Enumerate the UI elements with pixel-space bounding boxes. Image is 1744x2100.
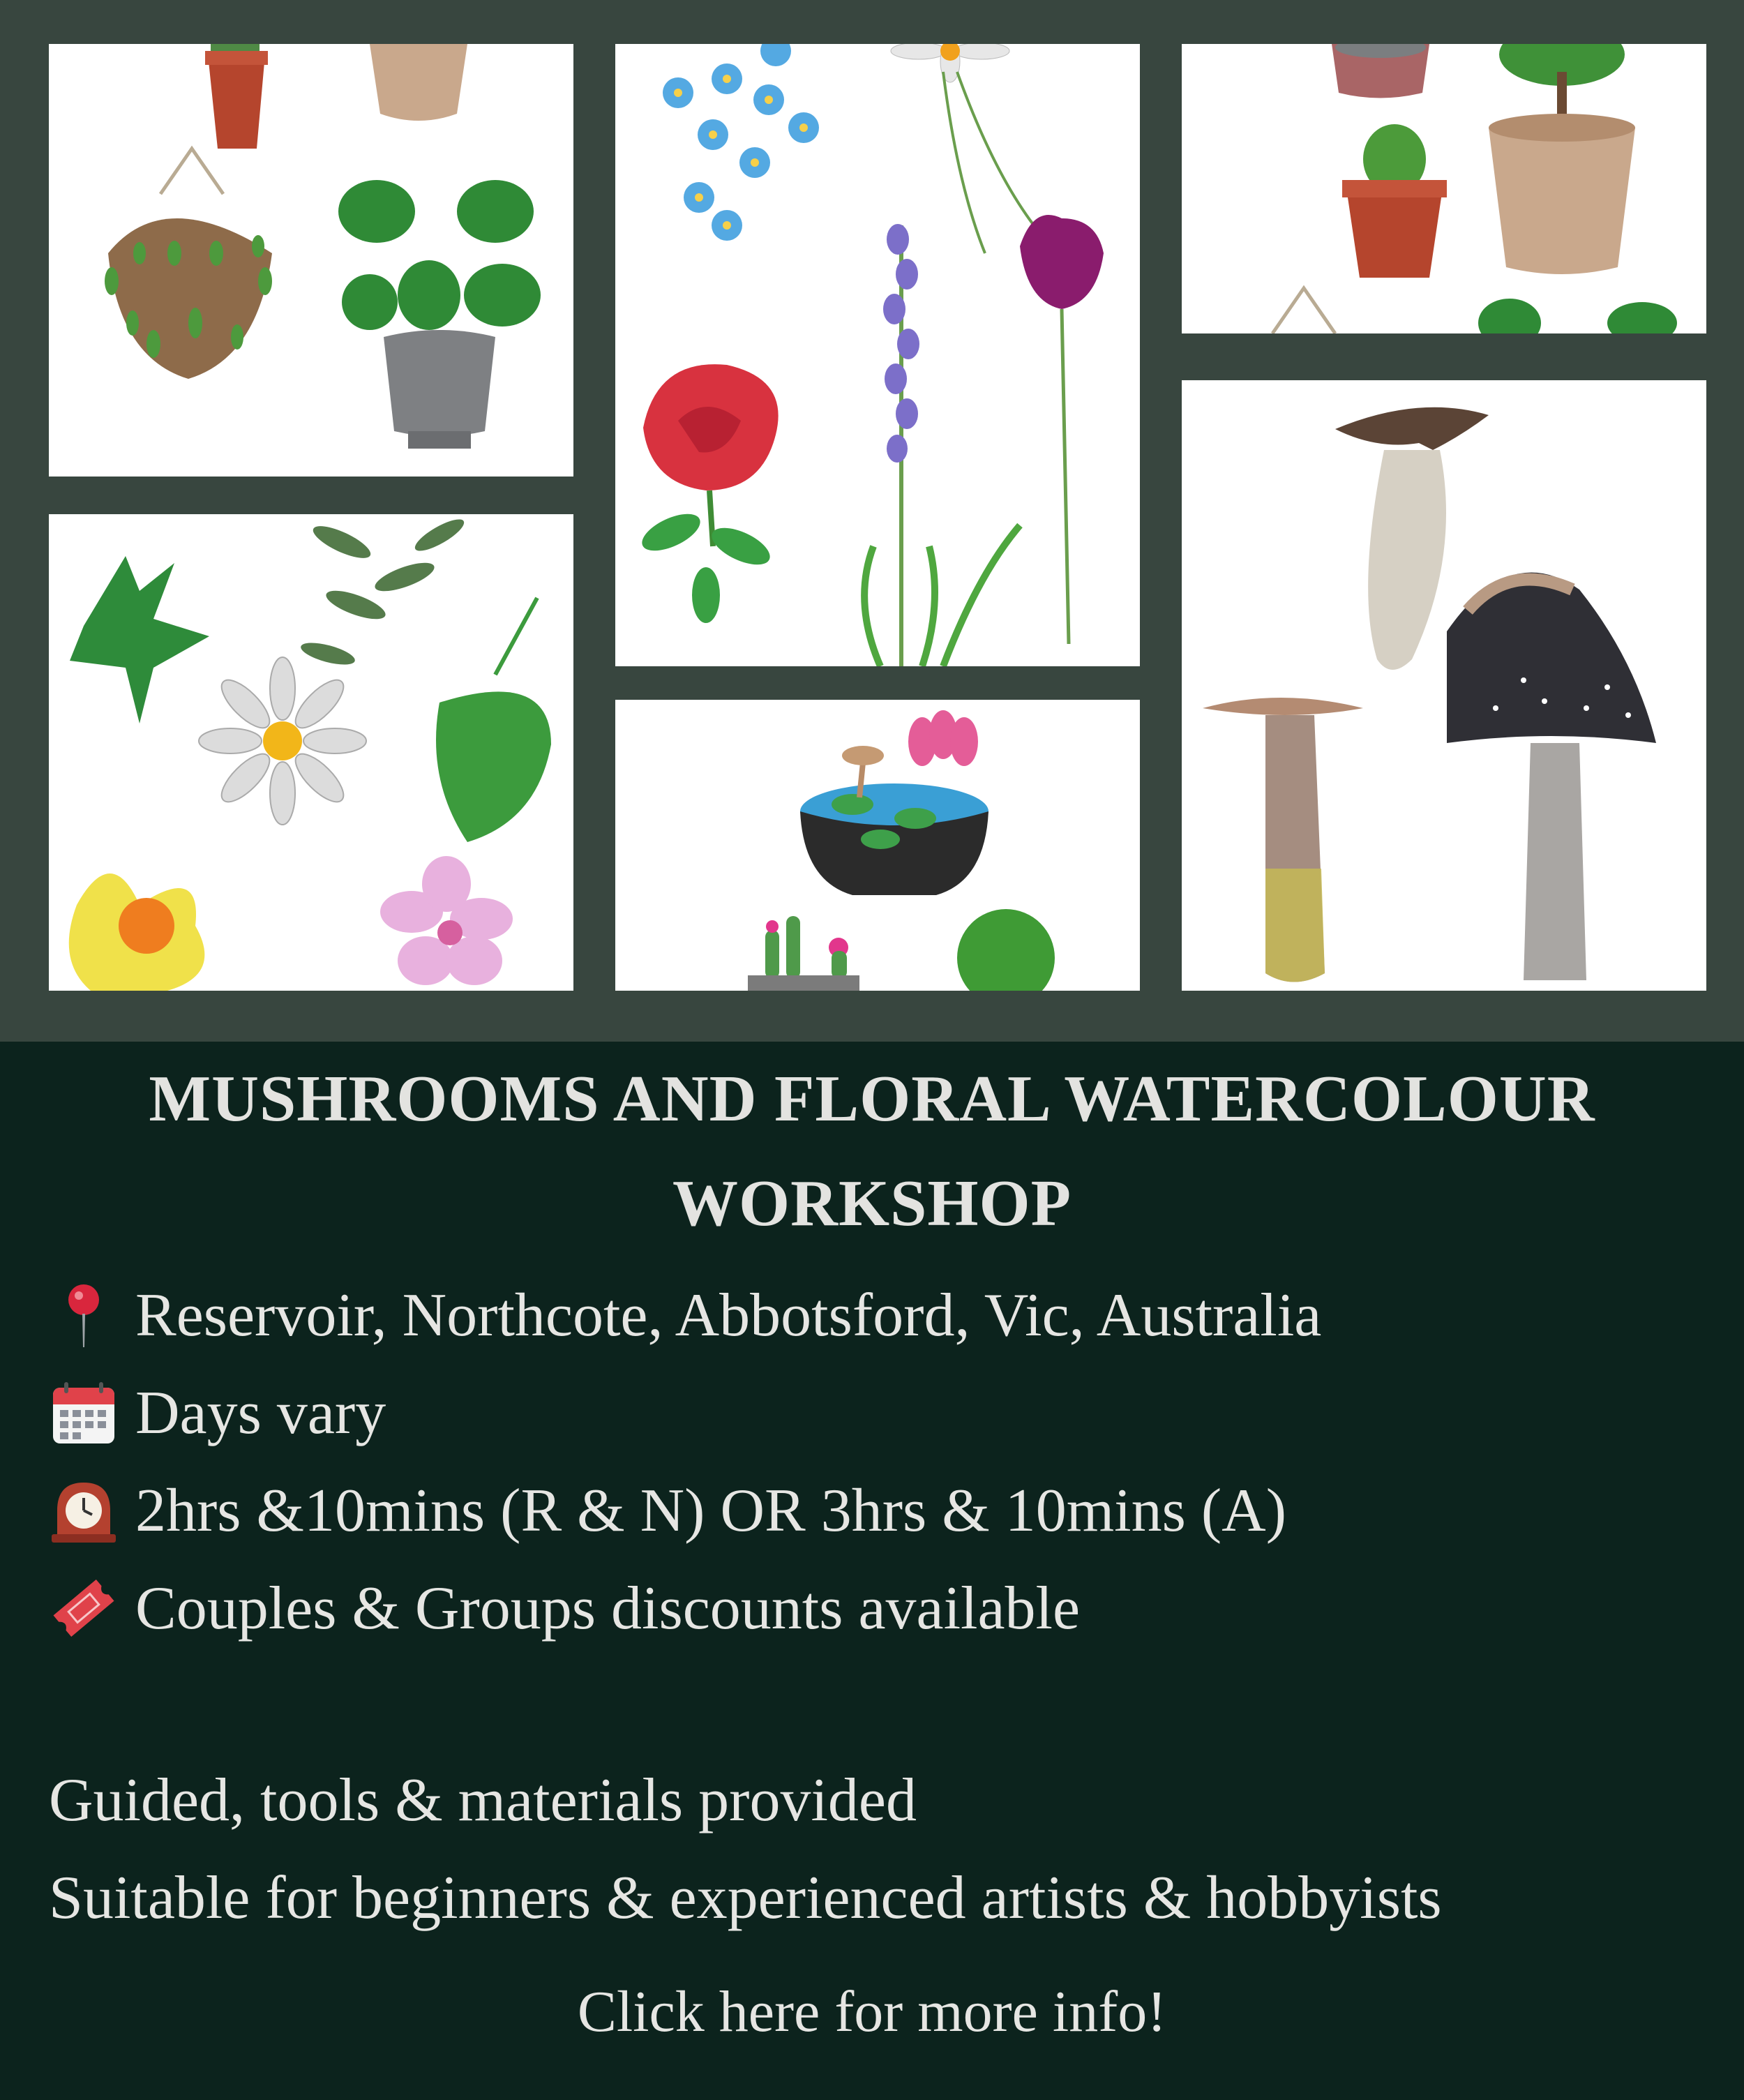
location-row bbox=[49, 1273, 1321, 1357]
location-text: Reservoir, Northcote, Abbotsford, Vic, Australia bbox=[135, 1281, 1322, 1349]
gallery-panel-leaves-flowers bbox=[49, 514, 573, 991]
shaggy-ink-cap-mushroom-illustration bbox=[1447, 573, 1656, 981]
discount-row bbox=[49, 1566, 1080, 1650]
bolete-mushroom-illustration bbox=[1203, 698, 1363, 982]
flowers-illustration bbox=[615, 44, 1140, 666]
more-info-link[interactable]: Click here for more info! bbox=[577, 1979, 1167, 2044]
gallery-panel-mushrooms bbox=[1182, 380, 1706, 991]
calendar-icon bbox=[49, 1378, 119, 1448]
duration-text: 2hrs &10mins (R & N) OR 3hrs & 10mins (A) bbox=[135, 1476, 1286, 1545]
days-row bbox=[49, 1371, 386, 1455]
title-line-1: MUSHROOMS AND FLORAL WATERCOLOUR bbox=[149, 1063, 1595, 1135]
ticket-icon bbox=[49, 1573, 119, 1643]
terracotta-pot-illustration bbox=[205, 44, 268, 149]
gallery-panel-houseplants bbox=[49, 44, 573, 477]
title-line-2: WORKSHOP bbox=[672, 1167, 1072, 1240]
gallery-panel-cactus-topiary bbox=[1182, 44, 1706, 333]
water-bowl-illustration bbox=[615, 700, 1140, 991]
mushrooms-illustration bbox=[1182, 380, 1706, 991]
houseplants-illustration bbox=[49, 44, 573, 477]
rose-illustration bbox=[637, 364, 779, 623]
mantelpiece-clock-icon bbox=[49, 1476, 119, 1545]
gallery-panel-water-bowl bbox=[615, 700, 1140, 991]
round-pushpin-icon bbox=[49, 1280, 119, 1350]
orchid-illustration bbox=[380, 856, 513, 985]
gallery-panel-flowers bbox=[615, 44, 1140, 666]
lavender-illustration bbox=[864, 224, 1020, 666]
suitable-note: Suitable for beginners & experienced artists & hobbyists bbox=[49, 1864, 1442, 1932]
illustration-gallery bbox=[0, 0, 1744, 1042]
tulip-illustration bbox=[1020, 215, 1104, 644]
cactus-topiary-illustration bbox=[1182, 44, 1706, 333]
leaves-flowers-illustration bbox=[49, 514, 573, 991]
workshop-title bbox=[0, 1047, 1744, 1256]
days-text: Days vary bbox=[135, 1379, 386, 1447]
guided-note: Guided, tools & materials provided bbox=[49, 1767, 917, 1834]
discount-text: Couples & Groups discounts available bbox=[135, 1574, 1081, 1642]
duration-row bbox=[49, 1469, 1286, 1552]
daffodil-illustration bbox=[69, 873, 205, 991]
